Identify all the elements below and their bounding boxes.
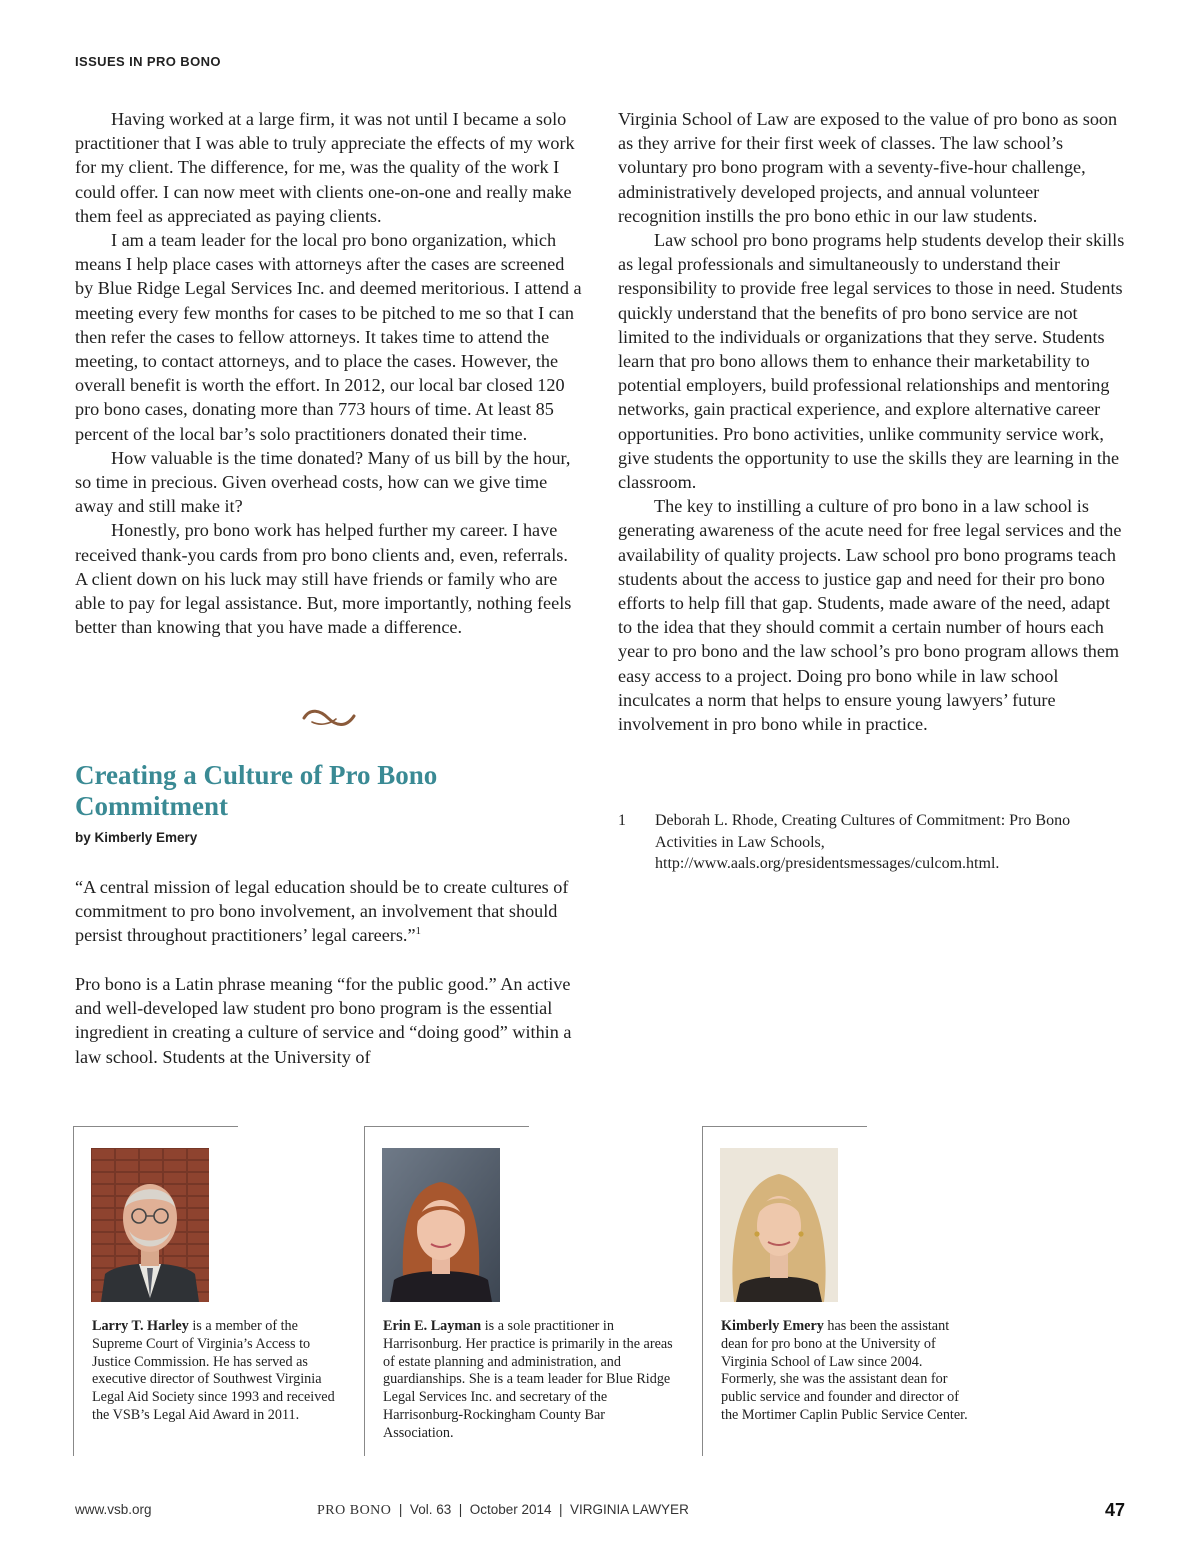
- bio-name: Erin E. Layman: [383, 1318, 482, 1334]
- left-paragraph: How valuable is the time donated? Many of us bill by the hour, so time in precious. Given overhead costs, how can we give time away and still make it?: [75, 447, 571, 517]
- bio-text-layman: [383, 1318, 673, 1443]
- left-paragraph: I am a team leader for the local pro bono organization, which means I help place cases with attorneys after the cases are screened by Blue Ridge Legal Services Inc. and deemed meritorious. I attend a meeting every few months for cases to be pitched to me so that I can then refer the cases to fellow attorneys. It takes time to attend the meeting, to contact attorneys, and to place the cases. However, the overall benefit is worth the effort. In 2012, our local bar closed 120 pro bono cases, donating more than 773 hours of time. At least 85 percent of the local bar’s solo practitioners donated their time.: [75, 230, 582, 444]
- bio-rule: [703, 1126, 867, 1127]
- bio-text-emery: [721, 1318, 979, 1425]
- bio-card-emery: [702, 1126, 1003, 1456]
- footer-publication: [317, 1502, 689, 1519]
- footer-section-name: PRO BONO: [317, 1503, 392, 1518]
- page-footer: [0, 1500, 1200, 1540]
- bio-description: is a sole practitioner in Harrisonburg. Her practice is primarily in the areas of estate planning and administration, and guardianships. She is a team leader for Blue Ridge Legal Services Inc. and secretary of the Harrisonburg-Rockingham County Bar Association.: [383, 1318, 673, 1441]
- footnote-number: 1: [618, 812, 626, 829]
- bio-name: Larry T. Harley: [92, 1318, 189, 1334]
- bio-text-harley: [92, 1318, 350, 1425]
- footnote-ref: 1: [415, 925, 422, 938]
- footer-details: | Vol. 63 | October 2014 | VIRGINIA LAWYER: [398, 1502, 689, 1517]
- article-title: Creating a Culture of Pro Bono Commitment: [75, 760, 438, 821]
- byline: by Kimberly Emery: [75, 830, 198, 845]
- ornament-swash-icon: [300, 706, 360, 730]
- right-paragraph: Virginia School of Law are exposed to the value of pro bono as soon as they arrive for their first week of classes. The law school’s voluntary pro bono program with a seventy-five-hour challenge, administratively developed projects, and annual volunteer recognition instills the pro bono ethic in our law students.: [618, 109, 1118, 226]
- right-paragraph: Law school pro bono programs help students develop their skills as legal professionals and simultaneously to understand their responsibility to provide free legal services to those in need. Students quickly understand that the benefits of pro bono service are not limited to the individuals or organizations that they serve. Students learn that pro bono allows them to enhance their marketability to potential employers, build professional relationships and mentoring networks, gain practical experience, and explore alternative career opportunities. Pro bono activities, unlike community service work, give students the opportunity to use the skills they are learning in the classroom.: [618, 230, 1125, 493]
- bio-description: has been the assistant dean for pro bono at the University of Virginia School of Law since 2004. Formerly, she was the assistant dean for public service and founder and director of the Mortimer Caplin Public Service Center.: [721, 1318, 968, 1423]
- left-paragraph: Having worked at a large firm, it was not until I became a solo practitioner that I was able to truly appreciate the effects of my work for my client. The difference, for me, was the quality of the work I could offer. I can now meet with clients one-on-one and really make them feel as appreciated as paying clients.: [75, 109, 575, 226]
- left-column: [75, 107, 583, 639]
- intro-paragraph: Pro bono is a Latin phrase meaning “for the public good.” An active and well-developed law student pro bono program is the essential ingredient in creating a culture of service and “doing good” within a law school. Students at the University of: [75, 974, 572, 1067]
- page-number: 47: [1104, 1500, 1125, 1520]
- portrait-emery-photo: [720, 1148, 838, 1302]
- bio-description: is a member of the Supreme Court of Virginia’s Access to Justice Commission. He has served as executive director of Southwest Virginia Legal Aid Society since 1993 and received the VSB’s Legal Aid Award in 2011.: [92, 1318, 335, 1423]
- right-paragraph: The key to instilling a culture of pro bono in a law school is generating awareness of the acute need for free legal services and the availability of quality projects. Law school pro bono programs teach students about the access to justice gap and need for their pro bono efforts to help fill that gap. Students, made aware of the need, adapt to the idea that they should commit a certain number of hours each year to pro bono and the law school’s pro bono program allows them easy access to a project. Doing pro bono while in law school inculcates a norm that helps to ensure young lawyers’ future involvement in pro bono while in practice.: [618, 496, 1122, 735]
- bio-rule: [74, 1126, 238, 1127]
- bio-rule: [365, 1126, 529, 1127]
- section-label: ISSUES IN PRO BONO: [75, 54, 221, 69]
- bio-card-harley: [73, 1126, 364, 1456]
- right-column: [618, 107, 1126, 736]
- portrait-layman-photo: [382, 1148, 500, 1302]
- portrait-harley-photo: [91, 1148, 209, 1302]
- left-paragraph: Honestly, pro bono work has helped further my career. I have received thank-you cards from pro bono clients and, even, referrals. A client down on his luck may still have friends or family who are able to pay for legal assistance. But, more importantly, nothing feels better than knowing that you have made a difference.: [75, 520, 572, 638]
- quote-text: “A central mission of legal education should be to create cultures of commitment to pro bono involvement, an involvement that should persist throughout practitioners’ legal careers.”: [75, 877, 569, 946]
- bio-card-layman: [364, 1126, 673, 1456]
- bio-name: Kimberly Emery: [721, 1318, 824, 1334]
- opening-quote: [75, 875, 585, 948]
- footer-website-link[interactable]: www.vsb.org: [75, 1502, 152, 1517]
- footnote: [618, 810, 1128, 875]
- footnote-text: Deborah L. Rhode, Creating Cultures of Commitment: Pro Bono Activities in Law Schools, http://www.aals.org/presidentsmessages/culcom.html.: [655, 812, 1071, 872]
